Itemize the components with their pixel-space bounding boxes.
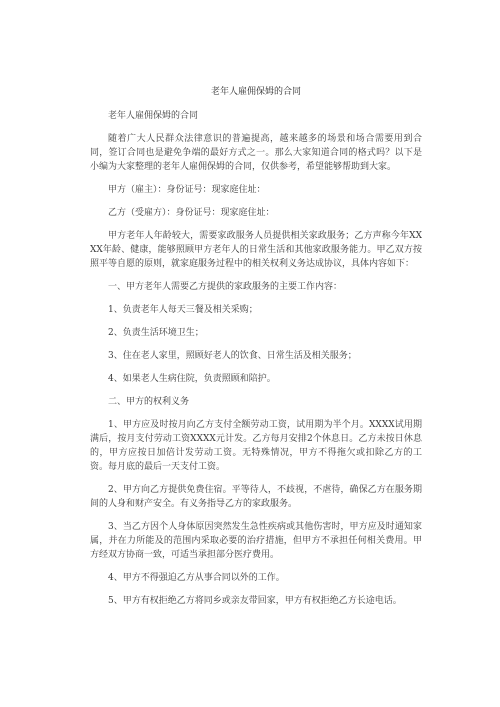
paragraph: 老年人雇佣保姆的合同 [108, 111, 199, 121]
paragraph: 2、负责生活环境卫生； [108, 328, 204, 338]
paragraph: 1、甲方应及时按月向乙方支付全额劳动工资，试用期为半个月。XXXX试用期满后，按月支付劳动工资XXXX元计发。乙方每月安排2个休息日。乙方未按日休息的，甲方应按日加倍计发劳动工资。无特殊情况，甲方不得拖欠或扣除乙方的工资。每月底的最后一天支付工资。 [90, 420, 422, 472]
paragraph: 甲方（雇主）：身份证号：现家庭住址： [108, 185, 266, 195]
paragraph: 1、负责老年人每天三餐及相关采购； [108, 305, 258, 315]
paragraph: 随着广大人民群众法律意识的普遍提高，越来越多的场景和场合需要用到合同，签订合同也是避免争端的最好方式之一。那么大家知道合同的格式吗？以下是小编为大家整理的老年人雇佣保姆的合同，仅供参考，希望能够帮助到大家。 [90, 134, 422, 172]
paragraph: 2、甲方向乙方提供免费住宿。平等待人，不歧视，不虐待，确保乙方在服务期间的人身和财产安全。有义务指导乙方的家政服务。 [90, 485, 422, 509]
paragraph: 一、甲方老年人需要乙方提供的家政服务的主要工作内容： [108, 282, 343, 292]
paragraph: 5、甲方有权拒绝乙方将同乡或亲友带回家，甲方有权拒绝乙方长途电话。 [108, 596, 402, 606]
paragraph: 3、当乙方因个人身体原因突然发生急性疾病或其他伤害时，甲方应及时通知家属，并在力所能及的范围内采取必要的治疗措施，但甲方不承担任何相关费用。甲方经双方协商一致，可适当承担部分医疗费用。 [90, 522, 422, 560]
paragraph: 4、甲方不得强迫乙方从事合同以外的工作。 [108, 573, 285, 583]
document-title: 老年人雇佣保姆的合同 [210, 87, 301, 97]
paragraph: 二、甲方的权利义务 [108, 397, 190, 407]
paragraph: 乙方（受雇方）：身份证号：现家庭住址： [108, 208, 275, 218]
paragraph: 甲方老年人年龄较大，需要家政服务人员提供相关家政服务；乙方声称今年XXXX年龄、健康，能够照顾甲方老年人的日常生活和其他家政服务能力。甲乙双方按照平等自愿的原则，就家庭服务过程中的相关权利义务达成协议，具体内容如下： [90, 231, 422, 269]
document-body [90, 109, 422, 608]
paragraph: 3、住在老人家里，照顾好老人的饮食、日常生活及相关服务； [108, 351, 357, 361]
paragraph: 4、如果老人生病住院，负责照顾和陪护。 [108, 374, 276, 384]
